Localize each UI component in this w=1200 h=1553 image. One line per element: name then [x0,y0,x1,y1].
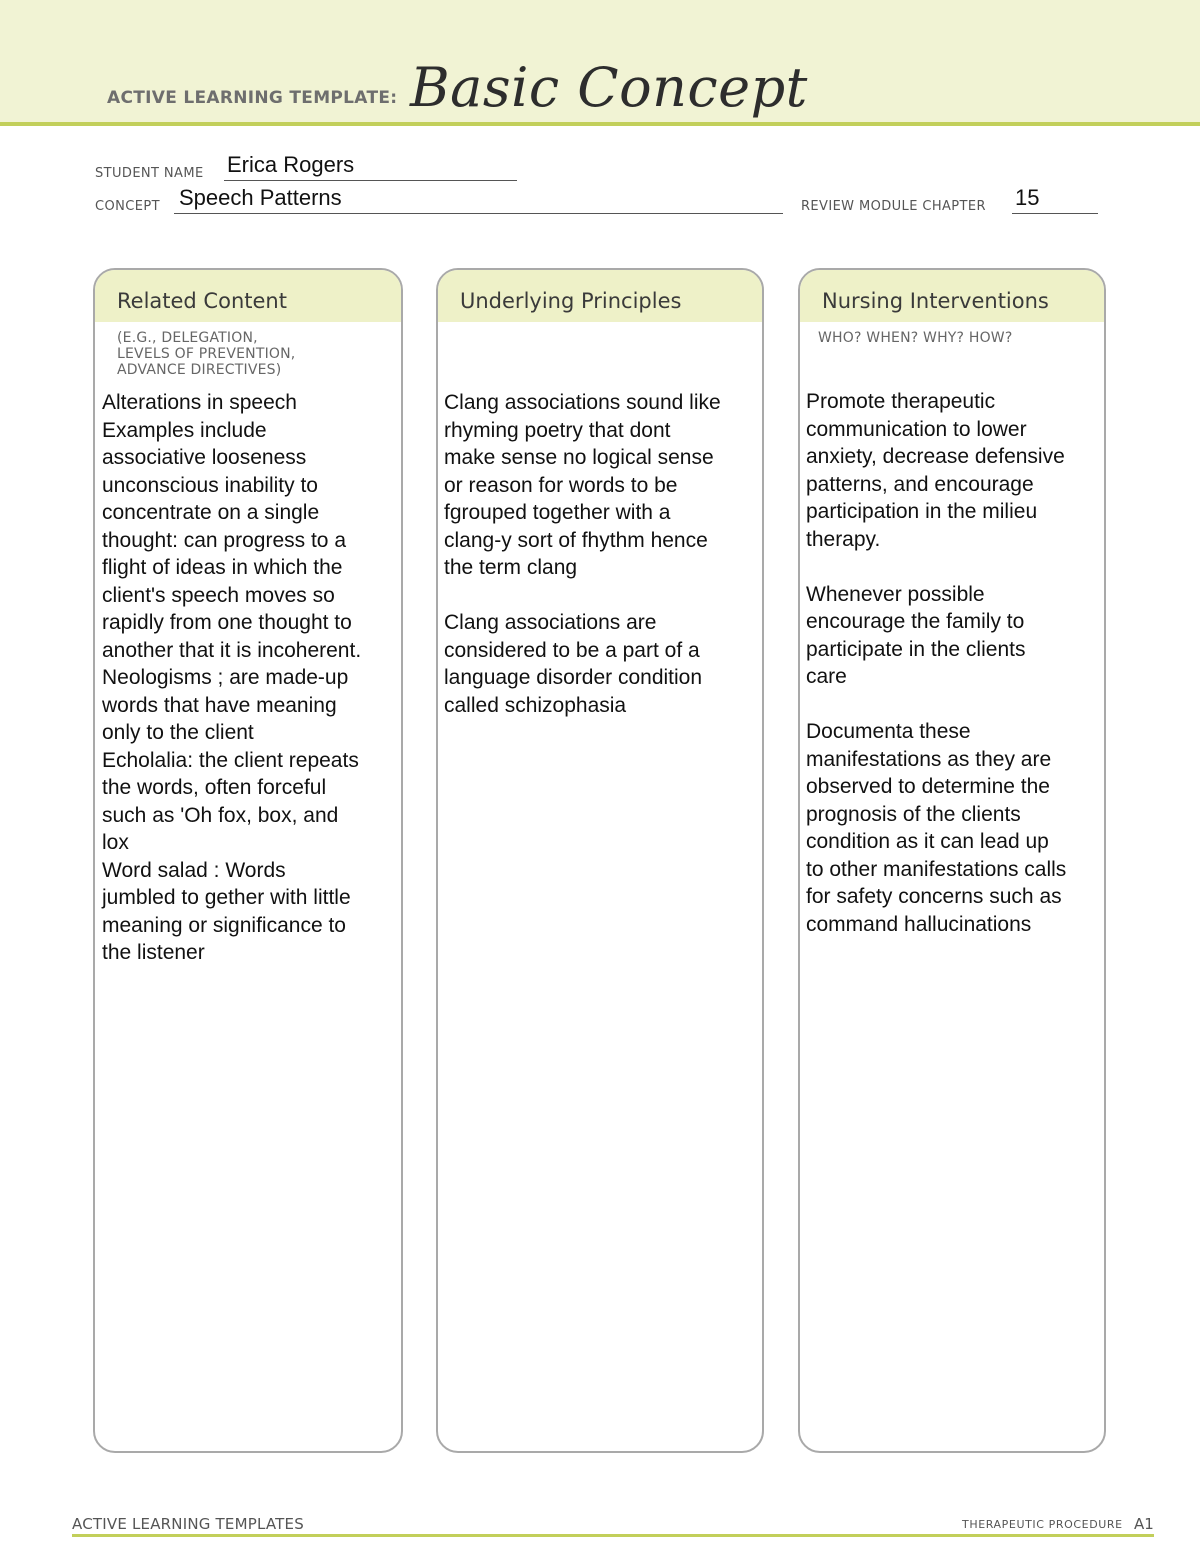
review-module-label: REVIEW MODULE CHAPTER [801,199,986,214]
nursing-interventions-text[interactable]: Promote therapeutic communication to lower anxiety, decrease defensive patterns, and encourage participation in the milieu therapy. Whenever possible encourage the family to participate in the clients care Documenta these manifestations as they are observed to determine the prognosis of the clients condition as it can lead up to other manifestations calls for safety concerns such as command hallucinations [806,390,1067,936]
footer-page-number: A1 [1134,1515,1154,1533]
nursing-interventions-subtitle: WHO? WHEN? WHY? HOW? [818,330,1013,346]
related-content-subtitle: (E.G., DELEGATION, LEVELS OF PREVENTION, ADVANCE DIRECTIVES) [117,330,296,378]
footer-left: ACTIVE LEARNING TEMPLATES [72,1515,304,1533]
concept-field[interactable]: Speech Patterns [179,185,342,210]
related-content-text[interactable]: Alterations in speech Examples include associative looseness unconscious inability to concentrate on a single thought: can progress to a flight of ideas in which the client's speech moves so rapidly from one thought to another that it is incoherent. Neologisms ; are made-up words that have meaning only to the client Echolalia: the client repeats the words, often forceful such as 'Oh fox, box, and lox Word salad : Words jumbled to gether with little meaning or significance to the listener [102,391,362,964]
underlying-principles-card [436,268,764,1453]
template-label: ACTIVE LEARNING TEMPLATE: [107,88,398,108]
footer-right: THERAPEUTIC PROCEDURE [962,1518,1123,1531]
student-name-field[interactable]: Erica Rogers [227,152,355,177]
nursing-interventions-card [798,268,1106,1453]
student-name-label: STUDENT NAME [95,166,204,181]
related-content-card [93,268,403,1453]
underlying-principles-title: Underlying Principles [438,270,762,322]
underlying-principles-text[interactable]: Clang associations sound like rhyming poetry that dont make sense no logical sense or reason for words to be fgrouped together with a clang-y sort of fhythm hence the term clang Clang associations are considered to be a part of a language disorder condition called schizophasia [444,391,721,717]
nursing-interventions-title: Nursing Interventions [800,270,1104,322]
template-title: Basic Concept [410,56,808,119]
footer-rule [72,1534,1154,1537]
concept-label: CONCEPT [95,199,160,214]
header-rule [0,122,1200,126]
related-content-title: Related Content [95,270,401,322]
review-module-field[interactable]: 15 [1015,185,1040,210]
